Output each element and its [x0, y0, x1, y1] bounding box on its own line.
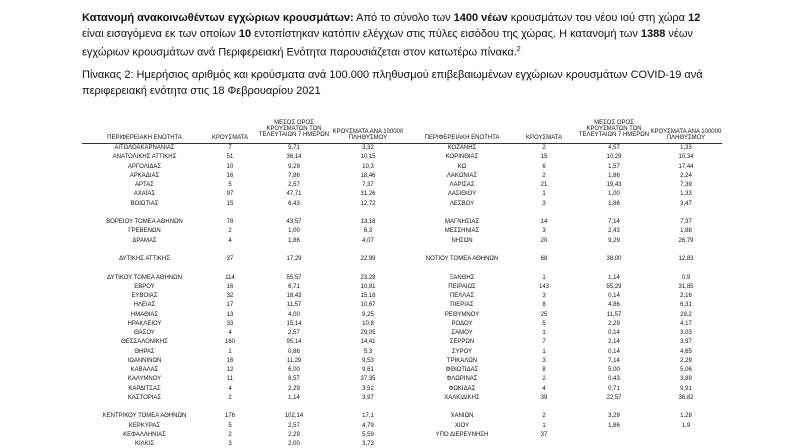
cases-value: 14: [540, 219, 548, 225]
per100k-value: 3,03: [680, 330, 692, 336]
per100k-value: 3,97: [362, 394, 374, 401]
avg7-value: 4,86: [608, 302, 620, 309]
cases-value: 4: [228, 385, 232, 392]
cases-value: 3: [542, 200, 546, 207]
per100k-value: 10,15: [360, 154, 376, 161]
avg7-value: 38,00: [606, 256, 622, 262]
region-name: ΚΙΛΚΙΣ: [134, 441, 155, 447]
region-name: ΝΗΣΩΝ: [451, 237, 473, 244]
per100k-value: 3,73: [362, 441, 374, 447]
per100k-value: 23,28: [360, 274, 376, 281]
per100k-value: 10,67: [360, 302, 376, 309]
per100k-value: 17,1: [362, 413, 374, 420]
avg7-value: 1,00: [288, 228, 300, 235]
per100k-value: 5,59: [362, 431, 374, 438]
avg7-value: 1,00: [608, 191, 620, 198]
avg7-value: 19,43: [606, 182, 622, 188]
header-avg-right: ΜΕΣΟΣ ΟΡΟΣ ΚΡΟΥΣΜΑΤΩΝ ΤΩΝ ΤΕΛΕΥΤΑΙΩΝ 7 ΗΜΕΡΩΝ: [578, 120, 650, 138]
cases-value: 12: [226, 367, 234, 373]
avg7-value: 0,71: [608, 385, 620, 392]
per100k-value: 18,46: [360, 172, 376, 179]
region-name: ΧΑΛΚΙΔΙΚΗΣ: [444, 394, 480, 401]
cases-value: 1: [542, 274, 546, 281]
avg7-value: 2,29: [288, 385, 300, 392]
region-name: ΗΛΕΙΑΣ: [133, 302, 156, 309]
region-name: ΚΟΡΙΝΘΙΑΣ: [445, 154, 479, 161]
region-name: ΚΑΣΤΟΡΙΑΣ: [127, 394, 162, 401]
cases-value: 10: [226, 163, 234, 170]
header-avg-left: ΜΕΣΟΣ ΟΡΟΣ ΚΡΟΥΣΜΑΤΩΝ ΤΩΝ ΤΕΛΕΥΤΑΙΩΝ 7 ΗΜΕΡΩΝ: [258, 120, 330, 138]
avg7-value: 1,86: [608, 200, 620, 207]
cases-value: 2: [228, 431, 232, 438]
avg7-value: 2,29: [288, 431, 300, 438]
intro-imported: 12: [688, 12, 701, 24]
cases-value: 16: [226, 172, 234, 179]
avg7-value: 7,86: [288, 172, 300, 179]
region-name: ΘΑΣΟΥ: [134, 330, 155, 336]
avg7-value: 22,57: [606, 394, 622, 401]
region-name: ΤΡΙΚΑΛΩΝ: [446, 357, 478, 364]
cases-value: 68: [540, 256, 548, 262]
per100k-value: 9,25: [362, 311, 374, 318]
intro-text: εντοπίστηκαν κατόπιν ελέγχων στις πύλες εισόδου της χώρας. Η κατανομή των: [251, 28, 641, 40]
region-name: ΠΕΙΡΑΙΩΣ: [448, 283, 476, 290]
cases-value: 2: [228, 228, 232, 235]
avg7-value: 6,71: [288, 283, 300, 290]
avg7-value: 0,14: [608, 293, 620, 299]
cases-value: 176: [224, 413, 235, 420]
cases-value: 37: [226, 256, 234, 262]
avg7-value: 47,71: [286, 191, 302, 198]
per100k-value: 5,06: [680, 367, 692, 373]
avg7-value: 0,14: [608, 348, 620, 355]
region-name: ΒΟΡΕΙΟΥ ΤΟΜΕΑ ΑΘΗΝΩΝ: [106, 219, 183, 225]
region-name: ΞΑΝΘΗΣ: [449, 274, 475, 281]
avg7-value: 10,29: [606, 154, 622, 161]
per100k-value: 7,39: [680, 182, 692, 188]
per100k-value: 13,18: [360, 219, 376, 225]
cases-value: 114: [225, 274, 235, 281]
avg7-value: 6,00: [288, 367, 300, 373]
region-name: ΚΕΡΚΥΡΑΣ: [128, 422, 161, 429]
per100k-value: 22,99: [360, 256, 376, 262]
per100k-value: 4,79: [362, 422, 374, 429]
region-name: ΛΑΚΩΝΙΑΣ: [446, 172, 478, 179]
intro-paragraph: [82, 10, 722, 61]
region-name: ΠΙΕΡΙΑΣ: [450, 302, 474, 309]
avg7-value: 11,57: [286, 302, 302, 309]
cases-value: 25: [540, 311, 548, 318]
header-cases-left: ΚΡΟΥΣΜΑΤΑ: [212, 135, 248, 141]
cases-value: 3: [542, 357, 546, 364]
per100k-value: 0,9: [681, 274, 691, 281]
region-name: ΡΟΔΟΥ: [451, 320, 473, 327]
per100k-value: 1,28: [680, 413, 692, 420]
avg7-value: 3,29: [608, 413, 620, 420]
per100k-value: 1,9: [681, 422, 691, 429]
per100k-value: 10,34: [678, 154, 694, 161]
region-name: ΙΩΑΝΝΙΝΩΝ: [127, 357, 162, 364]
cases-value: 6: [542, 163, 546, 170]
intro-text: κρουσμάτων του νέου ιού στη χώρα: [507, 12, 689, 24]
cases-value: 2: [542, 172, 546, 179]
cases-value: 97: [226, 191, 234, 198]
avg7-value: 7,14: [608, 219, 620, 225]
cases-value: 37: [540, 431, 548, 438]
cases-value: 4: [228, 330, 232, 336]
cases-value: 39: [540, 394, 548, 401]
region-name: ΣΑΜΟΥ: [451, 330, 473, 336]
footnote-ref: 2: [516, 46, 521, 53]
region-name: ΥΠΟ ΔΙΕΡΕΥΝΗΣΗ: [435, 431, 489, 438]
per100k-value: 7,37: [362, 182, 374, 188]
per100k-value: 4,07: [362, 237, 374, 244]
intro-text: νέων εγχώριων κρουσμάτων ανά Περιφερειακή Ενότητα παρουσιάζεται στον κατωτέρω πίνακα.: [82, 28, 693, 59]
per100k-value: 29,2: [680, 311, 692, 318]
per100k-value: 29,05: [360, 330, 376, 336]
avg7-value: 1,14: [608, 274, 620, 281]
per100k-value: 17,44: [678, 163, 694, 170]
avg7-value: 43,57: [286, 219, 302, 225]
avg7-value: 2,43: [608, 228, 620, 235]
intro-text: Από το σύνολο των: [353, 12, 454, 24]
cases-table: [82, 117, 722, 447]
avg7-value: 0,14: [608, 330, 620, 336]
per100k-value: 31,26: [360, 191, 376, 198]
cases-value: 15: [540, 154, 548, 161]
per100k-value: 14,41: [360, 339, 376, 346]
per100k-value: 26,79: [678, 237, 694, 244]
avg7-value: 2,57: [288, 330, 300, 336]
region-name: ΔΥΤΙΚΟΥ ΤΟΜΕΑ ΑΘΗΝΩΝ: [107, 274, 182, 281]
per100k-value: 3,89: [680, 376, 692, 383]
avg7-value: 9,29: [288, 163, 300, 170]
cases-value: 1: [228, 348, 232, 355]
cases-value: 8: [542, 302, 546, 309]
region-name: ΑΧΑΪΑΣ: [133, 191, 156, 198]
region-name: ΣΕΡΡΩΝ: [449, 339, 475, 346]
cases-value: 4: [542, 385, 546, 392]
cases-value: 1: [542, 348, 546, 355]
region-name: ΧΑΝΙΩΝ: [450, 413, 474, 420]
cases-value: 3: [228, 441, 232, 447]
per100k-value: 31,85: [678, 283, 694, 290]
avg7-value: 5,00: [608, 367, 620, 373]
avg7-value: 55,57: [286, 274, 302, 281]
region-name: ΛΑΣΙΘΙΟΥ: [447, 191, 477, 198]
cases-value: 11: [226, 376, 234, 383]
cases-value: 8: [542, 367, 546, 373]
cases-value: 3: [542, 228, 546, 235]
avg7-value: 4,57: [608, 145, 620, 151]
region-name: ΘΗΡΑΣ: [134, 348, 155, 355]
cases-value: 33: [226, 320, 234, 327]
avg7-value: 8,57: [288, 376, 300, 383]
intro-total: 1400 νέων: [453, 12, 508, 24]
avg7-value: 2,00: [288, 441, 300, 447]
intro-heading: Κατανομή ανακοινωθέντων εγχώριων κρουσμάτων:: [82, 12, 354, 24]
per100k-value: 3,47: [680, 200, 692, 207]
header-per100k-right: ΚΡΟΥΣΜΑΤΑ ΑΝΑ 100000 ΠΛΗΘΥΣΜΟΥ: [650, 129, 722, 141]
region-name: ΑΡΓΟΛΙΔΑΣ: [127, 163, 162, 170]
avg7-value: 15,14: [286, 320, 302, 327]
avg7-value: 17,29: [286, 256, 302, 262]
avg7-value: 1,14: [288, 394, 300, 401]
intro-text: είναι εισαγόμενα εκ των οποίων: [82, 28, 239, 40]
avg7-value: 5,71: [288, 145, 300, 151]
cases-value: 17: [226, 302, 234, 309]
region-name: ΒΟΙΩΤΙΑΣ: [130, 200, 159, 207]
avg7-value: 11,29: [286, 357, 302, 364]
header-unit-left: ΠΕΡΙΦΕΡΕΙΑΚΗ ΕΝΟΤΗΤΑ: [107, 135, 182, 141]
avg7-value: 2,57: [288, 422, 300, 429]
cases-value: 3: [542, 293, 546, 299]
header-unit-right: ΠΕΡΙΦΕΡΕΙΑΚΗ ΕΝΟΤΗΤΑ: [424, 135, 500, 141]
per100k-value: 12,72: [360, 200, 376, 207]
header-per100k-left: ΚΡΟΥΣΜΑΤΑ ΑΝΑ 100000 ΠΛΗΘΥΣΜΟΥ: [332, 129, 404, 141]
region-name: ΜΕΣΣΗΝΙΑΣ: [444, 228, 480, 235]
avg7-value: 1,86: [608, 172, 620, 179]
avg7-value: 0,86: [288, 348, 300, 355]
cases-value: 5: [228, 422, 232, 429]
avg7-value: 4,00: [288, 311, 300, 318]
cases-value: 160: [224, 339, 235, 346]
avg7-value: 95,14: [286, 339, 302, 346]
cases-value: 2: [542, 145, 546, 151]
avg7-value: 36,14: [286, 154, 302, 161]
region-name: ΦΘΙΩΤΙΔΑΣ: [445, 367, 479, 373]
cases-value: 78: [226, 219, 234, 225]
intro-domestic: 1388: [640, 28, 666, 40]
avg7-value: 9,29: [608, 237, 620, 244]
cases-value: 7: [228, 145, 232, 151]
per100k-value: 36,82: [678, 394, 694, 401]
per100k-value: 3,97: [680, 339, 692, 346]
per100k-value: 10,81: [360, 283, 376, 290]
cases-value: 21: [540, 182, 548, 188]
avg7-value: 2,14: [608, 339, 620, 346]
cases-value: 20: [540, 237, 548, 244]
per100k-value: 4,65: [680, 348, 692, 355]
cases-value: 51: [226, 154, 234, 161]
avg7-value: 1,86: [288, 237, 300, 244]
region-name: ΔΥΤΙΚΗΣ ΑΤΤΙΚΗΣ: [119, 256, 170, 262]
per100k-value: 1,88: [680, 228, 692, 235]
region-name: ΗΡΑΚΛΕΙΟΥ: [127, 320, 162, 327]
cases-value: 2: [542, 376, 546, 383]
per100k-value: 15,18: [360, 293, 376, 299]
region-name: ΛΑΡΙΣΑΣ: [449, 182, 475, 188]
cases-value: 16: [226, 283, 234, 290]
per100k-value: 2,29: [680, 357, 692, 364]
per100k-value: 7,37: [680, 219, 692, 225]
per100k-value: 5,3: [363, 348, 373, 355]
header-cases-right: ΚΡΟΥΣΜΑΤΑ: [526, 135, 562, 141]
per100k-value: 4,17: [680, 320, 692, 327]
cases-value: 32: [226, 293, 234, 299]
avg7-value: 11,57: [606, 311, 622, 318]
region-name: ΦΛΩΡΙΝΑΣ: [446, 376, 478, 383]
per100k-value: 2,24: [680, 172, 692, 179]
cases-value: 1: [542, 330, 546, 336]
avg7-value: 0,43: [608, 376, 620, 383]
per100k-value: 1,33: [680, 191, 692, 198]
region-name: ΑΙΤΩΛΟΑΚΑΡΝΑΝΙΑΣ: [114, 145, 175, 151]
region-name: ΚΟΖΑΝΗΣ: [447, 145, 477, 151]
region-name: ΛΕΣΒΟΥ: [449, 200, 475, 207]
per100k-value: 3,32: [362, 145, 374, 151]
per100k-value: 9,91: [680, 385, 692, 392]
region-name: ΡΕΘΥΜΝΟΥ: [444, 311, 480, 318]
region-name: ΜΑΓΝΗΣΙΑΣ: [444, 219, 480, 225]
region-name: ΚΑΛΥΜΝΟΥ: [127, 376, 162, 383]
cases-value: 1: [542, 191, 546, 198]
per100k-value: 1,33: [680, 145, 692, 151]
per100k-value: 10,8: [362, 320, 374, 327]
cases-value: 5: [228, 182, 232, 188]
region-name: ΧΙΟΥ: [454, 422, 470, 429]
region-name: ΘΕΣΣΑΛΟΝΙΚΗΣ: [121, 339, 168, 346]
region-name: ΗΜΑΘΙΑΣ: [130, 311, 159, 318]
region-name: ΑΡΚΑΔΙΑΣ: [129, 172, 160, 179]
region-name: ΔΡΑΜΑΣ: [132, 237, 157, 244]
region-name: ΕΥΒΟΙΑΣ: [131, 293, 158, 299]
per100k-value: 2,16: [680, 293, 692, 299]
region-name: ΦΩΚΙΔΑΣ: [448, 385, 476, 392]
region-name: ΝΟΤΙΟΥ ΤΟΜΕΑ ΑΘΗΝΩΝ: [425, 256, 499, 262]
avg7-value: 18,43: [286, 293, 302, 299]
region-name: ΚΕΦΑΛΛΗΝΙΑΣ: [123, 431, 166, 438]
cases-value: 1: [542, 422, 546, 429]
avg7-value: 7,14: [608, 357, 620, 364]
per100k-value: 9,53: [362, 357, 374, 364]
per100k-value: 6,31: [680, 302, 692, 309]
region-name: ΕΒΡΟΥ: [134, 283, 155, 290]
per100k-value: 9,61: [362, 367, 374, 373]
region-name: ΚΩ: [457, 163, 467, 170]
per100k-value: 10,3: [362, 163, 374, 170]
avg7-value: 2,57: [288, 182, 300, 188]
cases-value: 2: [542, 413, 546, 420]
cases-value: 16: [226, 357, 234, 364]
region-name: ΠΕΛΛΑΣ: [449, 293, 475, 299]
region-name: ΚΑΒΑΛΑΣ: [130, 367, 159, 373]
cases-value: 2: [228, 394, 232, 401]
cases-value: 143: [538, 283, 549, 290]
region-name: ΣΥΡΟΥ: [451, 348, 473, 355]
per100k-value: 3,52: [362, 385, 374, 392]
cases-value: 5: [542, 320, 546, 327]
region-name: ΑΝΑΤΟΛΙΚΗΣ ΑΤΤΙΚΗΣ: [112, 154, 177, 161]
cases-value: 15: [226, 200, 234, 207]
per100k-value: 37,35: [360, 376, 376, 383]
avg7-value: 2,29: [608, 320, 620, 327]
region-name: ΚΕΝΤΡΙΚΟΥ ΤΟΜΕΑ ΑΘΗΝΩΝ: [102, 413, 187, 420]
header-rule: [82, 143, 722, 144]
table-caption: Πίνακας 2: Ημερήσιος αριθμός και κρούσματα ανά 100.000 πληθυσμού επιβεβαιωμένων εγχώριων κρουσμάτων COVID-19 ανά περιφερειακή ενότητα στις 18 Φεβρουαρίου 2021: [82, 69, 703, 97]
per100k-value: 12,83: [678, 256, 694, 262]
region-name: ΚΑΡΔΙΤΣΑΣ: [128, 385, 161, 392]
avg7-value: 102,14: [284, 413, 304, 420]
avg7-value: 1,86: [608, 422, 620, 429]
intro-border: 10: [238, 28, 252, 40]
cases-value: 4: [228, 237, 232, 244]
avg7-value: 55,29: [606, 283, 622, 290]
cases-value: 13: [226, 311, 234, 318]
per100k-value: 6,3: [363, 228, 373, 235]
avg7-value: 6,43: [288, 200, 300, 207]
region-name: ΓΡΕΒΕΝΩΝ: [128, 228, 161, 235]
avg7-value: 1,57: [608, 163, 620, 170]
region-name: ΑΡΤΑΣ: [135, 182, 154, 188]
cases-value: 7: [542, 339, 546, 346]
